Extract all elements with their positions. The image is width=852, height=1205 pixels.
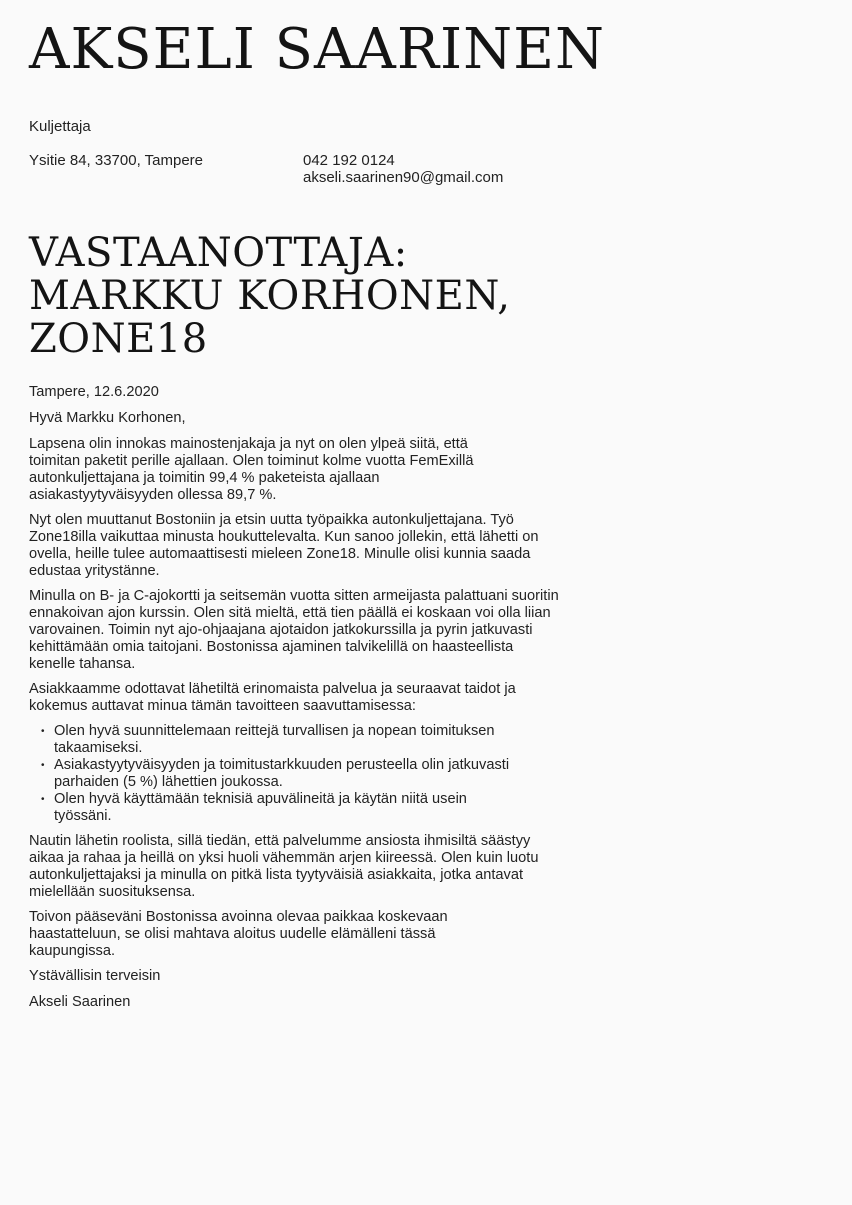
recipient-line: MARKKU KORHONEN, <box>29 273 511 319</box>
applicant-address: Ysitie 84, 33700, Tampere <box>29 152 204 169</box>
list-item <box>41 757 514 791</box>
bullet-icon: • <box>41 760 45 771</box>
paragraph: Toivon pääseväni Bostonissa avoinna olevaa paikkaa koskevaan haastatteluun, se olisi mahtava aloitus uudelle elämälleni tässä kaupungissa. <box>29 909 448 959</box>
recipient-line: ZONE18 <box>29 316 208 362</box>
closing: Ystävällisin terveisin <box>29 968 161 984</box>
list-item <box>41 791 524 825</box>
paragraph: Nyt olen muuttanut Bostoniin ja etsin uutta työpaikka autonkuljettajana. Työ Zone18illa vaikuttaa minusta houkuttelevalta. Kun sanoo jollekin, että lähetti on ovella, heille tulee automaattisesti mieleen Zone18. Minulle olisi kunnia saada edustaa yritystänne. <box>29 512 539 579</box>
greeting: Hyvä Markku Korhonen, <box>29 410 186 426</box>
applicant-name: AKSELI SAARINEN <box>29 17 606 82</box>
applicant-phone: 042 192 0124 <box>303 152 395 169</box>
recipient-heading <box>29 232 510 361</box>
bullet-icon: • <box>41 726 45 737</box>
list-item <box>41 723 559 757</box>
applicant-email: akseli.saarinen90@gmail.com <box>303 169 504 186</box>
list-item-text: Olen hyvä käyttämään teknisiä apuvälineitä ja käytän niitä usein työssäni. <box>54 791 467 824</box>
place-date: Tampere, 12.6.2020 <box>29 384 159 400</box>
job-title: Kuljettaja <box>29 118 91 135</box>
recipient-line: VASTAANOTTAJA: <box>29 230 408 276</box>
letter-body <box>29 384 559 1020</box>
paragraph: Lapsena olin innokas mainostenjakaja ja nyt on olen ylpeä siitä, että toimitan paketit perille ajallaan. Olen toiminut kolme vuotta FemExillä autonkuljettajana ja toimitin 99,4 % paketeista ajallaan asiakastyytyväisyyden ollessa 89,7 %. <box>29 436 474 503</box>
list-item-text: Olen hyvä suunnittelemaan reittejä turvallisen ja nopean toimituksen takaamiseksi. <box>54 723 495 756</box>
paragraph: Nautin lähetin roolista, sillä tiedän, että palvelumme ansiosta ihmisiltä säästyy aikaa ja rahaa ja heillä on yksi huoli vähemmän arjen kiireessä. Olen kuin luotu autonkuljettajaksi ja minulla on pitkä lista tyytyväisiä asiakkaita, jotka antavat mielellään suosituksensa. <box>29 833 539 900</box>
skills-list <box>29 723 559 825</box>
contact-block <box>303 152 503 186</box>
bullet-icon: • <box>41 794 45 805</box>
paragraph: Minulla on B- ja C-ajokortti ja seitsemän vuotta sitten armeijasta palattuani suoritin ennakoivan ajon kurssin. Olen sitä mieltä, että tien päällä ei koskaan voi olla liian varovainen. Toimin nyt ajo-ohjaajana ajotaidon jatkokurssilla ja pyrin jatkuvasti kehittämään omia taitojani. Bostonissa ajaminen talvikelillä on haasteellista kenelle tahansa. <box>29 588 559 672</box>
paragraph: Asiakkaamme odottavat lähetiltä erinomaista palvelua ja seuraavat taidot ja kokemus auttavat minua tämän tavoitteen saavuttamisessa: <box>29 681 516 714</box>
signature: Akseli Saarinen <box>29 994 131 1010</box>
list-item-text: Asiakastyytyväisyyden ja toimitustarkkuuden perusteella olin jatkuvasti parhaiden (5 %) lähettien joukossa. <box>54 757 510 790</box>
